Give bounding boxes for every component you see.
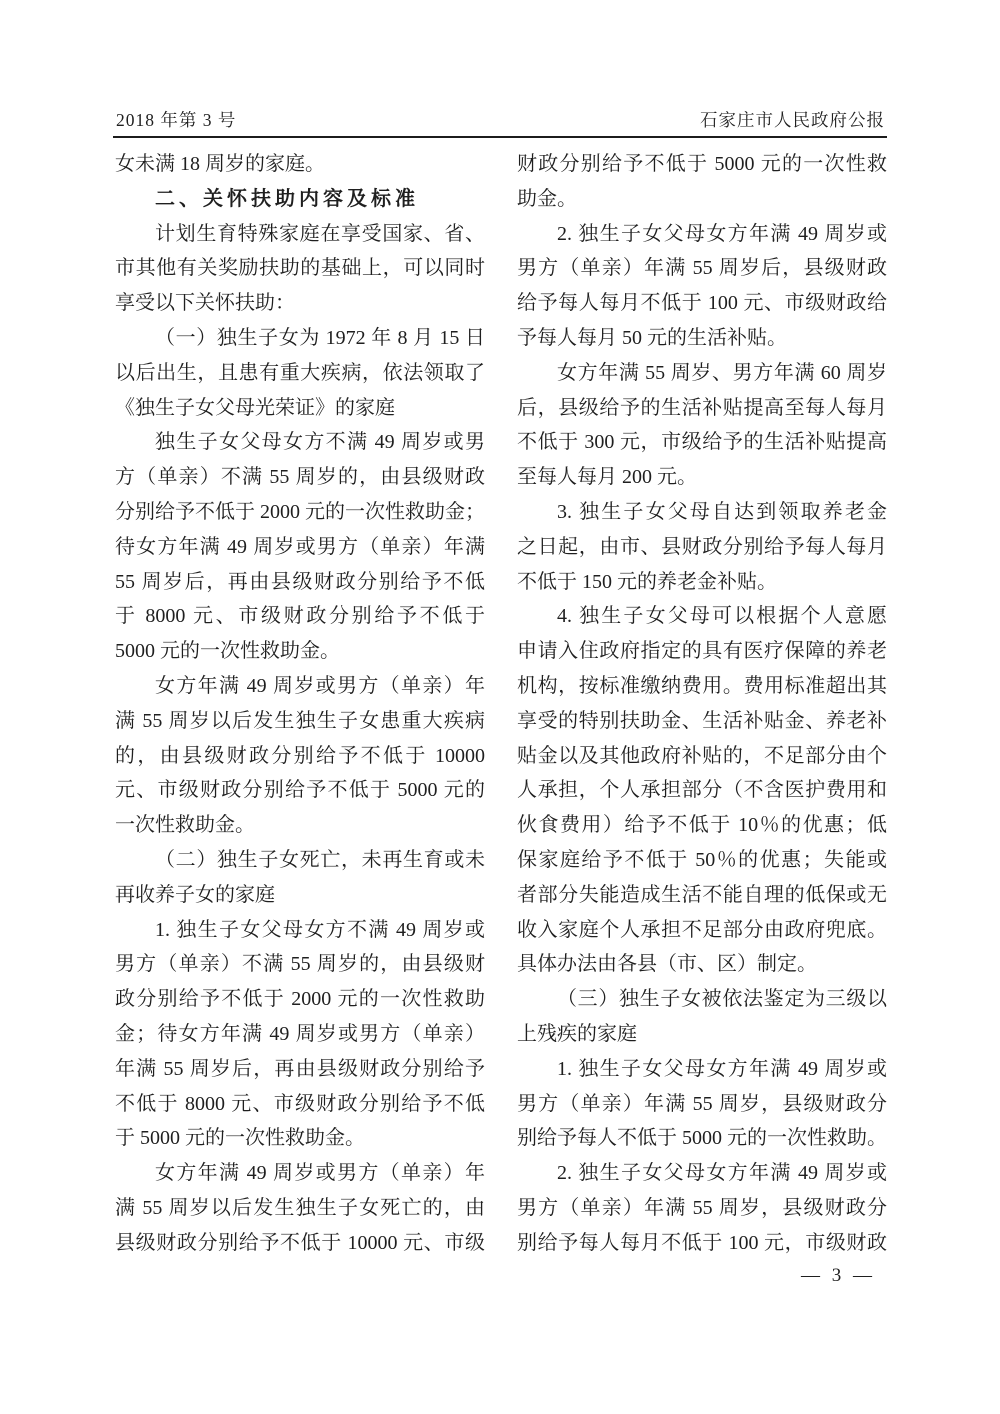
text-line: 予每人每月 50 元的生活补贴。 xyxy=(517,326,787,349)
text-line: 不低于 300 元，市级给予的生活补贴提高 xyxy=(517,431,887,454)
text-line: 独生子女父母女方不满 49 周岁或男 xyxy=(155,431,485,454)
right-column xyxy=(517,147,887,1261)
text-line: 女未满 18 周岁的家庭。 xyxy=(115,153,325,175)
text-line: 伙食费用）给予不低于 10％的优惠；低 xyxy=(517,814,887,837)
text-line: 55 周岁后，再由县级财政分别给予不低 xyxy=(115,570,485,593)
text-line: 计划生育特殊家庭在享受国家、省、 xyxy=(155,222,485,245)
issue-number: 2018 年第 3 号 xyxy=(116,110,237,130)
text-line: 保家庭给予不低于 50％的优惠；失能或 xyxy=(517,848,887,871)
text-line: 享受以下关怀扶助： xyxy=(115,292,295,315)
text-line: 贴金以及其他政府补贴的，不足部分由个 xyxy=(517,744,887,767)
text-line: 具体办法由各县（市、区）制定。 xyxy=(517,953,817,976)
text-line: 别给予每人不低于 5000 元的一次性救助。 xyxy=(517,1127,887,1150)
text-line: 至每人每月 200 元。 xyxy=(517,466,697,489)
text-line: 机构，按标准缴纳费用。费用标准超出其 xyxy=(517,674,887,697)
text-line: 别给予每人每月不低于 100 元，市级财政 xyxy=(517,1231,887,1254)
text-line: 男方（单亲）年满 55 周岁后，县级财政 xyxy=(517,257,887,280)
text-line: 男方（单亲）年满 55 周岁，县级财政分 xyxy=(517,1196,887,1219)
text-line: 年满 55 周岁后，再由县级财政分别给予 xyxy=(115,1057,485,1080)
section-heading: 二、关怀扶助内容及标准 xyxy=(155,187,419,210)
left-column xyxy=(115,147,485,1261)
publication-title: 石家庄市人民政府公报 xyxy=(700,110,885,130)
text-line: （二）独生子女死亡，未再生育或未 xyxy=(155,848,485,871)
text-line: 之日起，由市、县财政分别给予每人每月 xyxy=(517,535,887,558)
text-line: 2. 独生子女父母女方年满 49 周岁或 xyxy=(557,1162,887,1185)
text-line: 满 55 周岁以后发生独生子女死亡的，由 xyxy=(115,1196,485,1219)
text-line: 后，县级给予的生活补贴提高至每人每月 xyxy=(517,396,887,419)
document-body xyxy=(115,147,887,1261)
text-line: 金；待女方年满 49 周岁或男方（单亲） xyxy=(115,1022,485,1045)
text-line: 女方年满 49 周岁或男方（单亲）年 xyxy=(155,1162,485,1185)
header-rule xyxy=(113,136,887,138)
text-line: 于 8000 元、市级财政分别给予不低于 xyxy=(115,605,485,628)
text-line: 收入家庭个人承担不足部分由政府兜底。 xyxy=(517,918,887,941)
text-line: 不低于 8000 元、市级财政分别给予不低 xyxy=(115,1092,485,1115)
text-line: 人承担，个人承担部分（不含医护费用和 xyxy=(517,779,887,802)
text-line: 4. 独生子女父母可以根据个人意愿 xyxy=(557,605,887,628)
text-line: 女方年满 49 周岁或男方（单亲）年 xyxy=(155,674,485,697)
text-line: 申请入住政府指定的具有医疗保障的养老 xyxy=(517,640,887,663)
text-line: 满 55 周岁以后发生独生子女患重大疾病 xyxy=(115,709,485,732)
text-line: 不低于 150 元的养老金补贴。 xyxy=(517,570,777,593)
page-number: — 3 — xyxy=(801,1264,872,1286)
text-line: 政分别给予不低于 2000 元的一次性救助 xyxy=(115,988,485,1011)
text-line: 一次性救助金。 xyxy=(115,814,255,837)
text-line: 上残疾的家庭 xyxy=(517,1022,637,1045)
text-line: 分别给予不低于 2000 元的一次性救助金； xyxy=(115,500,485,523)
text-line: 元、市级财政分别给予不低于 5000 元的 xyxy=(115,779,485,802)
text-line: （三）独生子女被依法鉴定为三级以 xyxy=(557,988,887,1011)
text-line: 于 5000 元的一次性救助金。 xyxy=(115,1127,365,1150)
text-line: 财政分别给予不低于 5000 元的一次性救 xyxy=(517,153,887,175)
text-line: 者部分失能造成生活不能自理的低保或无 xyxy=(517,883,887,906)
text-line: 女方年满 55 周岁、男方年满 60 周岁 xyxy=(557,361,887,384)
text-line: 享受的特别扶助金、生活补贴金、养老补 xyxy=(517,709,887,732)
text-line: 5000 元的一次性救助金。 xyxy=(115,640,340,663)
text-line: 1. 独生子女父母女方年满 49 周岁或 xyxy=(557,1057,887,1080)
text-line: 方（单亲）不满 55 周岁的，由县级财政 xyxy=(115,466,485,489)
text-line: 再收养子女的家庭 xyxy=(115,883,275,906)
text-line: 2. 独生子女父母女方年满 49 周岁或 xyxy=(557,222,887,245)
text-line: 县级财政分别给予不低于 10000 元、市级 xyxy=(115,1231,485,1254)
text-line: 《独生子女父母光荣证》的家庭 xyxy=(115,396,395,419)
text-line: 男方（单亲）年满 55 周岁，县级财政分 xyxy=(517,1092,887,1115)
text-line: 的，由县级财政分别给予不低于 10000 xyxy=(115,744,485,767)
running-header xyxy=(116,108,885,132)
text-line: 给予每人每月不低于 100 元、市级财政给 xyxy=(517,292,887,315)
text-line: 市其他有关奖励扶助的基础上，可以同时 xyxy=(115,257,485,280)
text-line: 3. 独生子女父母自达到领取养老金 xyxy=(557,500,887,523)
text-line: 男方（单亲）不满 55 周岁的，由县级财 xyxy=(115,953,485,976)
text-line: 1. 独生子女父母女方不满 49 周岁或 xyxy=(155,918,485,941)
text-line: 待女方年满 49 周岁或男方（单亲）年满 xyxy=(115,535,485,558)
text-line: 以后出生，且患有重大疾病，依法领取了 xyxy=(115,361,485,384)
text-line: 助金。 xyxy=(517,187,577,210)
text-line: （一）独生子女为 1972 年 8 月 15 日 xyxy=(155,326,485,349)
